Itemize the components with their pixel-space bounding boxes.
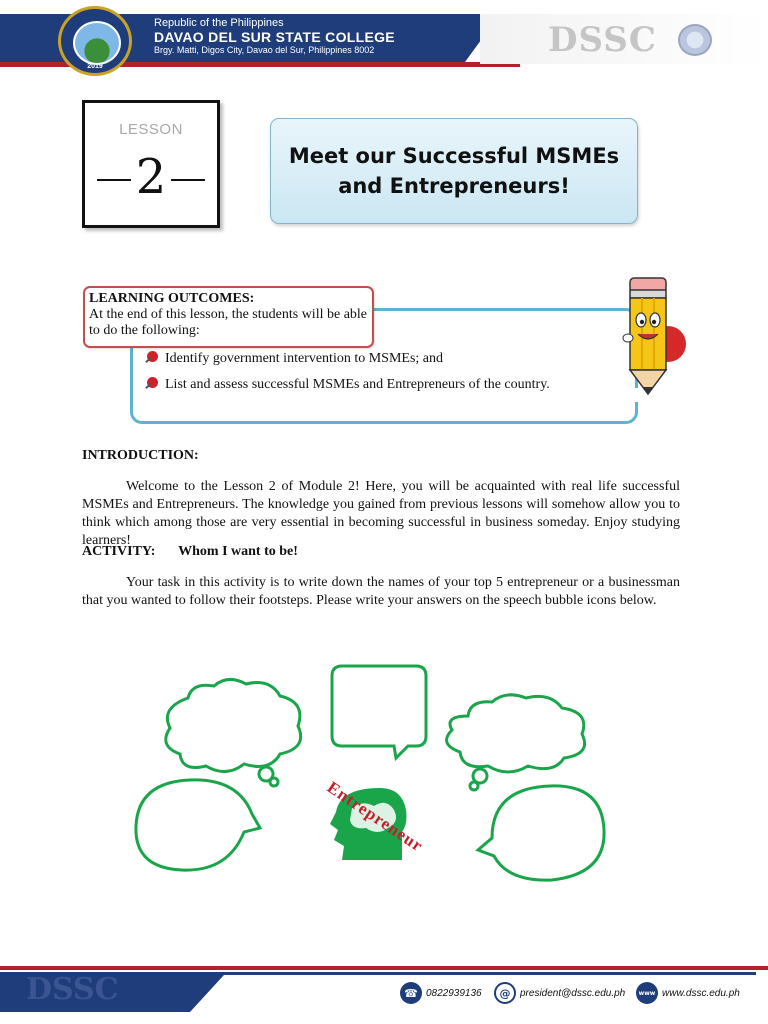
footer-phone[interactable] xyxy=(400,982,482,1004)
entrepreneur-word: Entrepreneur xyxy=(323,777,427,856)
learning-outcomes-description: At the end of this lesson, the students will be able to do the following: xyxy=(89,307,368,338)
outcome-item xyxy=(142,350,443,368)
activity-heading xyxy=(82,544,298,560)
thought-bubble-right xyxy=(447,695,585,790)
speech-bubble-right xyxy=(478,786,604,880)
speech-bubble-left xyxy=(136,780,260,870)
footer-website-text: www.dssc.edu.ph xyxy=(662,987,740,999)
seal-emblem xyxy=(73,21,121,65)
learning-outcomes-header xyxy=(83,286,374,348)
phone-icon: ☎ xyxy=(400,982,422,1004)
pushpin-icon xyxy=(142,376,162,394)
lesson-label: LESSON xyxy=(119,121,183,138)
introduction-heading: INTRODUCTION: xyxy=(82,448,199,463)
lesson-dash-right xyxy=(171,179,205,181)
footer-phone-text: 0822939136 xyxy=(426,987,482,999)
dssc-logo: DSSC xyxy=(548,20,657,60)
header-republic: Republic of the Philippines xyxy=(154,17,284,29)
header-text xyxy=(154,17,395,56)
activity-text: Your task in this activity is to write down the names of your top 5 entrepreneur or a businessman that you wanted to follow their footsteps. Please write your answers on the speech bubble icons below. xyxy=(82,575,680,608)
outcome-item xyxy=(142,376,550,394)
header-college-name: DAVAO DEL SUR STATE COLLEGE xyxy=(154,29,395,45)
outcome-text: List and assess successful MSMEs and Entrepreneurs of the country. xyxy=(165,377,550,392)
pencil-mascot-icon xyxy=(620,270,700,402)
pushpin-icon xyxy=(142,350,162,368)
seal-year: 2019 xyxy=(87,63,103,70)
speech-bubbles-graphic xyxy=(130,660,610,890)
lesson-title xyxy=(289,141,619,201)
lesson-number: 2 xyxy=(135,149,167,205)
dssc-seal-icon xyxy=(678,24,712,56)
speech-bubble-top xyxy=(332,666,426,758)
learning-outcomes-heading: LEARNING OUTCOMES: xyxy=(89,291,255,306)
introduction-text: Welcome to the Lesson 2 of Module 2! Here, you will be acquainted with real life successful MSMEs and Entrepreneurs. The knowledge you gained from previous lessons will somehow allow you to think which among those are very essential in becoming successful in business someday. Enjoy studying learners! xyxy=(82,479,680,548)
thought-bubble-left xyxy=(166,679,301,786)
activity-label: ACTIVITY: xyxy=(82,544,156,559)
college-seal-icon xyxy=(58,6,132,76)
lesson-title-box xyxy=(270,118,638,224)
footer-email[interactable] xyxy=(494,982,625,1004)
footer-website[interactable] xyxy=(636,982,740,1004)
activity-paragraph xyxy=(82,574,680,610)
at-sign-icon: @ xyxy=(494,982,516,1004)
outcome-text: Identify government intervention to MSMEs; and xyxy=(165,351,444,366)
lesson-title-line2: and Entrepreneurs! xyxy=(338,174,570,198)
footer-red-stripe xyxy=(0,966,768,970)
globe-www-icon: www xyxy=(636,982,658,1004)
lesson-title-line1: Meet our Successful MSMEs xyxy=(288,144,620,168)
header-address: Brgy. Matti, Digos City, Davao del Sur, Philippines 8002 xyxy=(154,45,375,55)
lesson-number-box xyxy=(82,100,220,228)
introduction-paragraph xyxy=(82,478,680,550)
footer-email-text: president@dssc.edu.ph xyxy=(520,987,626,999)
activity-title: Whom I want to be! xyxy=(178,544,298,559)
footer-dssc-logo: DSSC xyxy=(26,972,119,1007)
